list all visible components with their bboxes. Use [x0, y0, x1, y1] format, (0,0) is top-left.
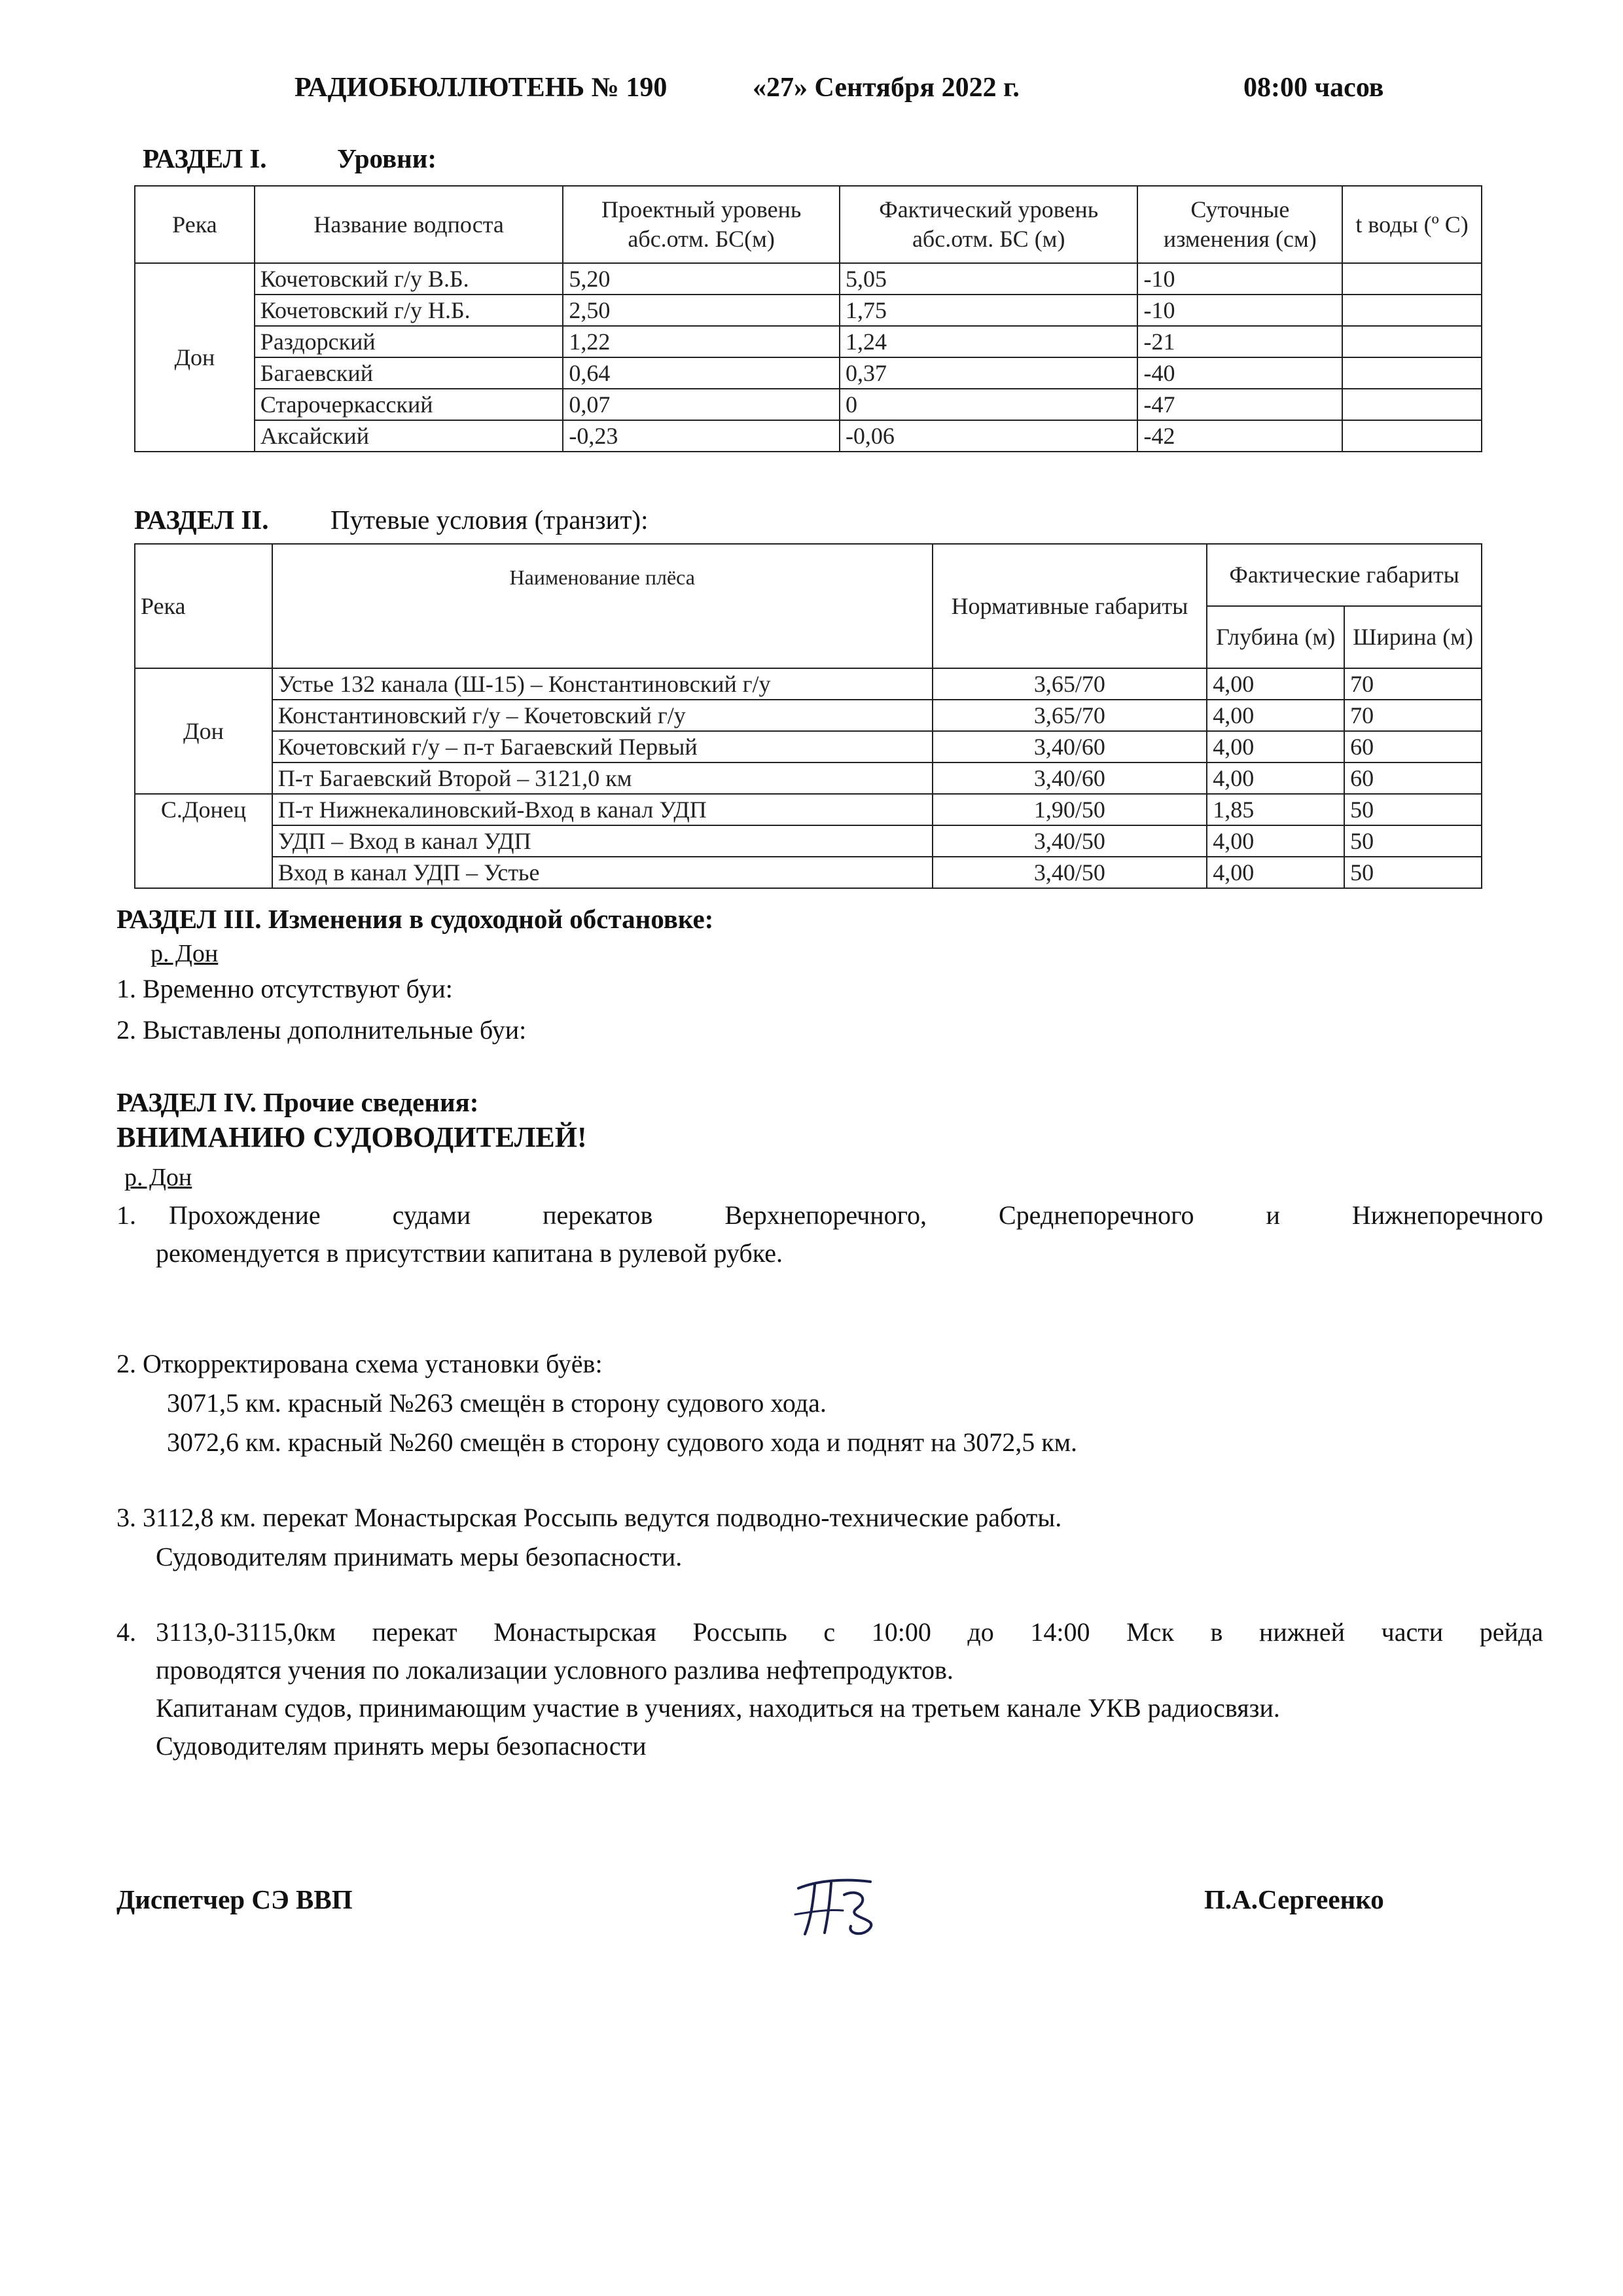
table-row — [135, 731, 1482, 762]
actual-cell: 1,75 — [840, 295, 1138, 326]
col-project-level: Проектный уровень абс.отм. БС(м) — [563, 186, 840, 263]
item-3-line-2: Судоводителям принимать меры безопасности. — [156, 1542, 683, 1571]
actual-cell: 1,24 — [840, 326, 1138, 357]
depth-cell: 4,00 — [1207, 668, 1344, 700]
change-cell: -10 — [1137, 263, 1342, 295]
reach-cell: Кочетовский г/у – п-т Багаевский Первый — [272, 731, 933, 762]
table-row — [135, 357, 1482, 389]
table-row — [135, 668, 1482, 700]
river-cell: Дон — [135, 263, 255, 452]
section4-title: РАЗДЕЛ IV. Прочие сведения: — [116, 1087, 479, 1117]
section3-title: РАЗДЕЛ III. Изменения в судоходной обстановке: — [116, 904, 714, 934]
actual-cell: 0 — [840, 389, 1138, 420]
item-1-line-1: Прохождение судами перекатов Верхнепоречного, Среднепоречного и Нижнепоречного — [169, 1200, 1543, 1230]
project-cell: 5,20 — [563, 263, 840, 295]
depth-cell: 4,00 — [1207, 825, 1344, 857]
item-2-line-1: 2. Откорректирована схема установки буёв: — [116, 1349, 603, 1378]
col-depth: Глубина (м) — [1207, 606, 1344, 668]
section2-subtitle: Путевые условия (транзит): — [330, 505, 649, 535]
attention-heading: ВНИМАНИЮ СУДОВОДИТЕЛЕЙ! — [116, 1121, 587, 1153]
reach-cell: П-т Нижнекалиновский-Вход в канал УДП — [272, 794, 933, 825]
temp-cell — [1342, 357, 1482, 389]
temp-cell — [1342, 295, 1482, 326]
table-row — [135, 762, 1482, 794]
table-row — [135, 700, 1482, 731]
item-4-line-3: Капитанам судов, принимающим участие в учениях, находиться на третьем канале УКВ радиосвязи. — [156, 1693, 1280, 1723]
section1-subtitle: Уровни: — [337, 143, 437, 173]
col-river: Река — [135, 544, 272, 668]
post-cell: Багаевский — [255, 357, 563, 389]
col-actual-dims: Фактические габариты — [1207, 544, 1482, 606]
norm-cell: 3,40/50 — [933, 857, 1207, 888]
norm-cell: 3,40/60 — [933, 762, 1207, 794]
change-cell: -47 — [1137, 389, 1342, 420]
col-norm-dims: Нормативные габариты — [933, 544, 1207, 668]
actual-cell: -0,06 — [840, 420, 1138, 452]
change-cell: -40 — [1137, 357, 1342, 389]
dispatcher-position: Диспетчер СЭ ВВП — [116, 1884, 353, 1914]
width-cell: 70 — [1344, 668, 1482, 700]
section3-river: р. Дон — [151, 940, 219, 967]
levels-header-row — [135, 186, 1482, 263]
reach-cell: УДП – Вход в канал УДП — [272, 825, 933, 857]
temp-cell — [1342, 263, 1482, 295]
item-2-line-3: 3072,6 км. красный №260 смещён в сторону судового хода и поднят на 3072,5 км. — [167, 1427, 1078, 1457]
table-row — [135, 825, 1482, 857]
actual-cell: 0,37 — [840, 357, 1138, 389]
reach-cell: Вход в канал УДП – Устье — [272, 857, 933, 888]
col-reach-name: Наименование плёса — [272, 544, 933, 668]
river-cell: С.Донец — [135, 794, 272, 888]
width-cell: 50 — [1344, 825, 1482, 857]
route-table — [134, 543, 1482, 889]
levels-table — [134, 185, 1482, 452]
col-post-name: Название водпоста — [255, 186, 563, 263]
temp-cell — [1342, 326, 1482, 357]
change-cell: -21 — [1137, 326, 1342, 357]
col-daily-change: Суточные изменения (см) — [1137, 186, 1342, 263]
item-2-line-2: 3071,5 км. красный №263 смещён в сторону судового хода. — [167, 1388, 827, 1418]
river-cell: Дон — [135, 668, 272, 794]
bulletin-date: «27» Сентября 2022 г. — [753, 73, 1020, 103]
project-cell: 2,50 — [563, 295, 840, 326]
reach-cell: Константиновский г/у – Кочетовский г/у — [272, 700, 933, 731]
bulletin-title: РАДИОБЮЛЛЮТЕНЬ № 190 — [294, 73, 668, 103]
norm-cell: 1,90/50 — [933, 794, 1207, 825]
temp-cell — [1342, 420, 1482, 452]
depth-cell: 1,85 — [1207, 794, 1344, 825]
route-header-row — [135, 544, 1482, 606]
table-row — [135, 295, 1482, 326]
project-cell: 0,07 — [563, 389, 840, 420]
depth-cell: 4,00 — [1207, 700, 1344, 731]
section3-item-1: 1. Временно отсутствуют буи: — [116, 974, 453, 1003]
table-row — [135, 326, 1482, 357]
table-row — [135, 263, 1482, 295]
width-cell: 50 — [1344, 857, 1482, 888]
item-4-number: 4. — [116, 1617, 136, 1647]
section4-river: р. Дон — [124, 1164, 192, 1191]
width-cell: 50 — [1344, 794, 1482, 825]
depth-cell: 4,00 — [1207, 731, 1344, 762]
project-cell: -0,23 — [563, 420, 840, 452]
post-cell: Кочетовский г/у В.Б. — [255, 263, 563, 295]
col-width: Ширина (м) — [1344, 606, 1482, 668]
item-4-line-1: 3113,0-3115,0км перекат Монастырская Россыпь с 10:00 до 14:00 Мск в нижней части рейда — [156, 1617, 1543, 1647]
width-cell: 60 — [1344, 731, 1482, 762]
width-cell: 70 — [1344, 700, 1482, 731]
item-4-line-4: Судоводителям принять меры безопасности — [156, 1731, 647, 1761]
change-cell: -10 — [1137, 295, 1342, 326]
reach-cell: Устье 132 канала (Ш-15) – Константиновский г/у — [272, 668, 933, 700]
col-river: Река — [135, 186, 255, 263]
norm-cell: 3,40/60 — [933, 731, 1207, 762]
handwritten-signature-icon — [792, 1869, 890, 1941]
col-actual-level: Фактический уровень абс.отм. БС (м) — [840, 186, 1138, 263]
col-water-temp: t воды (º С) — [1342, 186, 1482, 263]
table-row — [135, 794, 1482, 825]
item-1-number: 1. — [116, 1200, 136, 1230]
project-cell: 0,64 — [563, 357, 840, 389]
item-3-line-1: 3. 3112,8 км. перекат Монастырская Россыпь ведутся подводно-технические работы. — [116, 1503, 1062, 1532]
width-cell: 60 — [1344, 762, 1482, 794]
actual-cell: 5,05 — [840, 263, 1138, 295]
bulletin-time: 08:00 часов — [1243, 73, 1384, 103]
norm-cell: 3,65/70 — [933, 668, 1207, 700]
depth-cell: 4,00 — [1207, 857, 1344, 888]
item-1-line-2: рекомендуется в присутствии капитана в рулевой рубке. — [156, 1238, 783, 1268]
table-row — [135, 857, 1482, 888]
post-cell: Раздорский — [255, 326, 563, 357]
project-cell: 1,22 — [563, 326, 840, 357]
temp-cell — [1342, 389, 1482, 420]
post-cell: Старочеркасский — [255, 389, 563, 420]
item-4-line-2: проводятся учения по локализации условного разлива нефтепродуктов. — [156, 1655, 954, 1685]
section1-title: РАЗДЕЛ I. — [143, 143, 267, 173]
norm-cell: 3,40/50 — [933, 825, 1207, 857]
reach-cell: П-т Багаевский Второй – 3121,0 км — [272, 762, 933, 794]
post-cell: Аксайский — [255, 420, 563, 452]
depth-cell: 4,00 — [1207, 762, 1344, 794]
norm-cell: 3,65/70 — [933, 700, 1207, 731]
section2-title: РАЗДЕЛ II. — [134, 505, 269, 535]
table-row — [135, 420, 1482, 452]
dispatcher-name: П.А.Сергеенко — [1204, 1884, 1384, 1914]
change-cell: -42 — [1137, 420, 1342, 452]
table-row — [135, 389, 1482, 420]
post-cell: Кочетовский г/у Н.Б. — [255, 295, 563, 326]
section3-item-2: 2. Выставлены дополнительные буи: — [116, 1015, 527, 1045]
